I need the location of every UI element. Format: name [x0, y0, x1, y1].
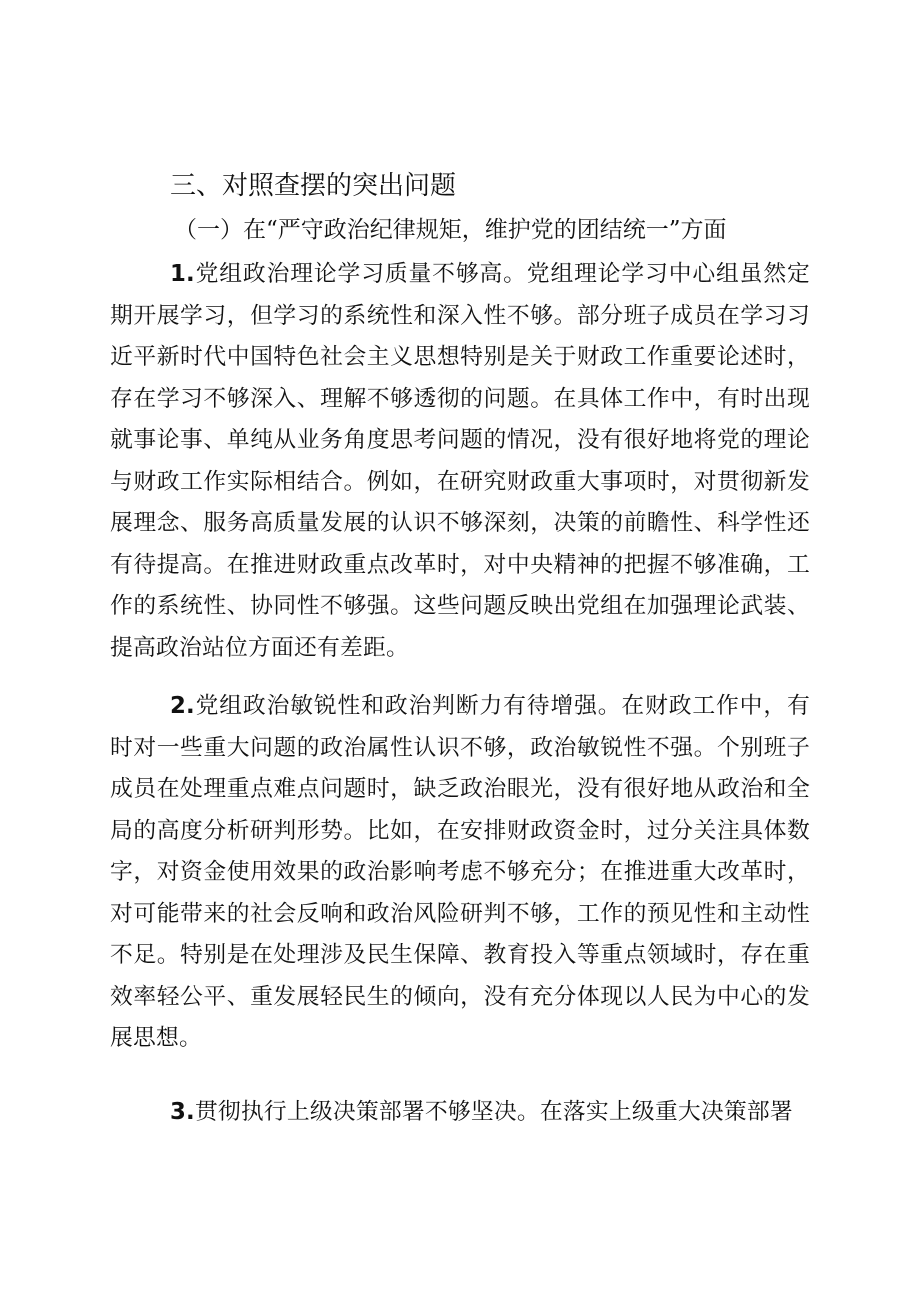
paragraph-1-number: 1.	[170, 261, 195, 287]
paragraph-2-number: 2.	[170, 693, 195, 719]
section-heading: 三、对照查摆的突出问题	[170, 171, 457, 201]
paragraph-1	[110, 254, 810, 669]
paragraph-2-text: 党组政治敏锐性和政治判断力有待增强。在财政工作中，有时对一些重大问题的政治属性认识不够，政治敏锐性不强。个别班子成员在处理重点难点问题时，缺乏政治眼光，没有很好地从政治和全局的高度分析研判形势。比如，在安排财政资金时，过分关注具体数字，对资金使用效果的政治影响考虑不够充分；在推进重大改革时，对可能带来的社会反响和政治风险研判不够，工作的预见性和主动性不足。特别是在处理涉及民生保障、教育投入等重点领域时，存在重效率轻公平、重发展轻民生的倾向，没有充分体现以人民为中心的发展思想。	[110, 693, 810, 1051]
paragraph-3-text: 贯彻执行上级决策部署不够坚决。在落实上级重大决策部署	[194, 1099, 793, 1125]
paragraph-3	[110, 1092, 810, 1134]
subsection-heading: （一）在“严守政治纪律规矩，维护党的团结统一”方面	[174, 217, 727, 243]
paragraph-2	[110, 686, 810, 1060]
paragraph-3-number: 3.	[170, 1099, 195, 1125]
paragraph-1-text: 党组政治理论学习质量不够高。党组理论学习中心组虽然定期开展学习，但学习的系统性和深入性不够。部分班子成员在学习习近平新时代中国特色社会主义思想特别是关于财政工作重要论述时，存在学习不够深入、理解不够透彻的问题。在具体工作中，有时出现就事论事、单纯从业务角度思考问题的情况，没有很好地将党的理论与财政工作实际相结合。例如，在研究财政重大事项时，对贯彻新发展理念、服务高质量发展的认识不够深刻，决策的前瞻性、科学性还有待提高。在推进财政重点改革时，对中央精神的把握不够准确，工作的系统性、协同性不够强。这些问题反映出党组在加强理论武装、提高政治站位方面还有差距。	[110, 261, 810, 661]
